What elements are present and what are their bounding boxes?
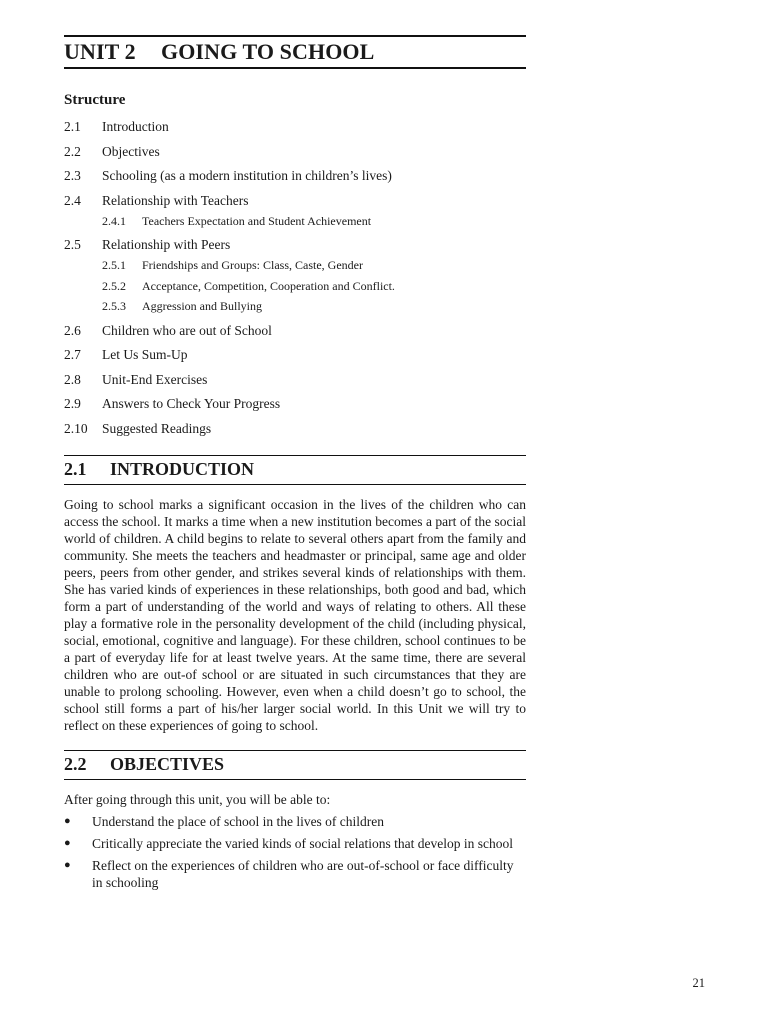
toc-item xyxy=(64,144,526,160)
list-item-text: Critically appreciate the varied kinds of social relations that develop in school xyxy=(92,835,513,851)
toc-subitem xyxy=(64,279,526,294)
toc-subitem-label: Teachers Expectation and Student Achievement xyxy=(142,213,372,228)
toc-item xyxy=(64,237,526,253)
toc-item-label: Relationship with Peers xyxy=(102,237,231,252)
toc-item-label: Introduction xyxy=(102,119,169,134)
page-content xyxy=(64,35,526,896)
toc-item-label: Objectives xyxy=(102,143,160,159)
toc-item-label: Children who are out of School xyxy=(102,322,272,338)
objectives-list xyxy=(64,813,526,891)
list-item xyxy=(64,813,526,830)
toc-subitem-label: Friendships and Groups: Class, Caste, Gender xyxy=(142,258,363,272)
toc-item-label: Unit-End Exercises xyxy=(102,371,208,387)
toc-item-number: 2.6 xyxy=(64,322,81,338)
toc-subitem xyxy=(64,299,526,314)
toc-subitem xyxy=(64,258,526,273)
toc-item-number: 2.1 xyxy=(64,119,81,134)
list-item xyxy=(64,835,526,852)
toc-item-number: 2.10 xyxy=(64,420,88,436)
toc-subitem-number: 2.4.1 xyxy=(102,213,126,228)
toc-subitem-number: 2.5.2 xyxy=(102,278,126,293)
toc-item xyxy=(64,421,526,437)
page-number: 21 xyxy=(692,976,705,990)
toc-item xyxy=(64,396,526,412)
toc-item xyxy=(64,119,526,135)
toc-item-number: 2.8 xyxy=(64,371,81,387)
section-title: INTRODUCTION xyxy=(110,459,255,479)
toc-item-label: Suggested Readings xyxy=(102,420,212,436)
list-item xyxy=(64,857,526,891)
objectives-intro: After going through this unit, you will be able to: xyxy=(64,791,331,807)
toc-item-label: Answers to Check Your Progress xyxy=(102,396,281,411)
toc-item-number: 2.9 xyxy=(64,396,81,411)
section-number: 2.1 xyxy=(64,459,87,479)
structure-heading: Structure xyxy=(64,92,126,108)
unit-heading xyxy=(64,35,526,69)
toc-item-number: 2.2 xyxy=(64,143,81,159)
toc-item-number: 2.4 xyxy=(64,192,81,208)
table-of-contents xyxy=(64,119,526,437)
toc-item xyxy=(64,168,526,184)
section-heading-introduction xyxy=(64,455,526,485)
unit-number: UNIT 2 xyxy=(64,39,136,64)
toc-item xyxy=(64,323,526,339)
section-title: OBJECTIVES xyxy=(110,754,225,774)
toc-item xyxy=(64,193,526,209)
toc-item xyxy=(64,372,526,388)
bullet-icon: ● xyxy=(64,814,71,827)
toc-item-label: Relationship with Teachers xyxy=(102,192,249,208)
section-heading-objectives xyxy=(64,750,526,780)
toc-subitem-label: Aggression and Bullying xyxy=(142,299,262,313)
toc-item-label: Schooling (as a modern institution in children’s lives) xyxy=(102,168,392,183)
toc-subitem-number: 2.5.3 xyxy=(102,299,126,313)
toc-subitem xyxy=(64,214,526,229)
toc-item-number: 2.7 xyxy=(64,347,81,362)
bullet-icon: ● xyxy=(64,858,71,871)
introduction-paragraph: Going to school marks a significant occasion in the lives of the children who can access the school. It marks a time when a new institution becomes a part of the social world of children. A child begins to relate to several others apart from the family and community. She meets the teachers and headmaster or principal, same age and older peers, peers from other gender, and strikes several kinds of relationships with them. She has varied kinds of experiences in these relationships, both good and bad, which form a part of understanding of the world and ways of relating to others. All these play a formative role in the personality development of the child (including physical, social, emotional, cognitive and language). For these children, school continues to be a part of everyday life for at least twelve years. At the same time, there are several children who are out-of school or are situated in such circumstances that they are unable to prolong schooling. However, even when a child doesn’t go to school, the school still forms a part of his/her larger social world. In this Unit we will try to reflect on these experiences of going to school. xyxy=(64,496,526,733)
section-number: 2.2 xyxy=(64,754,87,774)
unit-title: GOING TO SCHOOL xyxy=(161,39,375,64)
bullet-icon: ● xyxy=(64,836,71,849)
toc-item-label: Let Us Sum-Up xyxy=(102,347,188,362)
toc-item-number: 2.5 xyxy=(64,237,81,252)
list-item-text: Understand the place of school in the lives of children xyxy=(92,813,385,829)
toc-subitem-number: 2.5.1 xyxy=(102,258,126,272)
toc-item xyxy=(64,347,526,363)
toc-item-number: 2.3 xyxy=(64,168,81,183)
toc-subitem-label: Acceptance, Competition, Cooperation and Conflict. xyxy=(142,278,395,293)
list-item-text: Reflect on the experiences of children who are out-of-school or face difficulty in schooling xyxy=(92,857,514,890)
